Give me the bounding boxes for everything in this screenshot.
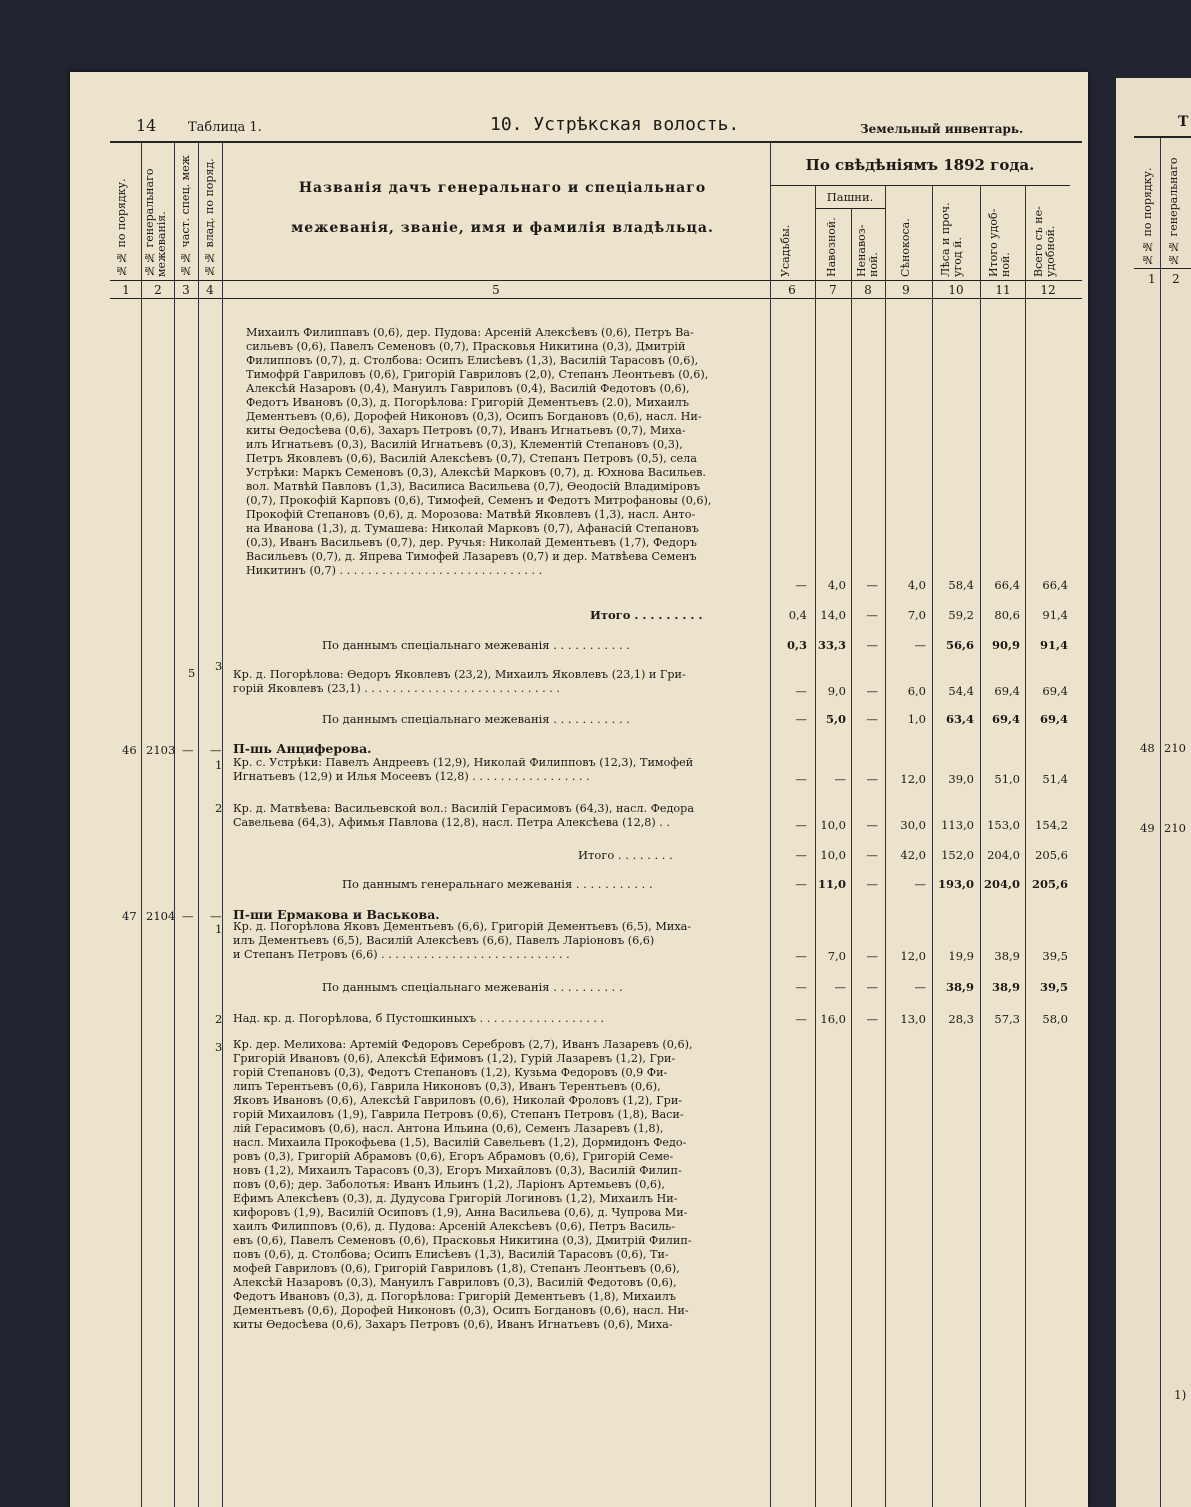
col11-header: Итого удоб- ной. <box>987 208 1012 277</box>
col-number: 6 <box>788 283 796 297</box>
area-value: 4,0 <box>827 578 846 592</box>
entry-text-line: илъ Дементьевъ (6,5), Василій Алексѣевъ (6,6), Павелъ Ларіоновъ (6,6) <box>233 934 655 947</box>
area-value: 113,0 <box>941 818 974 832</box>
next-row-49-gen: 210 <box>1164 821 1186 835</box>
next-col2-header: №№ генеральнаго <box>1167 157 1180 266</box>
area-value: — <box>795 1012 807 1026</box>
entry-text-line: повъ (0,6); дер. Заболотья: Иванъ Ильинъ (1,2), Ларіонъ Артемьевъ (0,6), <box>233 1178 665 1191</box>
col6-header: Усадьбы. <box>779 224 792 277</box>
entry-text-line: мофей Гавриловъ (0,6), Григорій Гавриловъ (1,8), Степанъ Леонтьевъ (0,6), <box>233 1262 680 1275</box>
col2-header: №№ генеральнаго межеванія. <box>143 168 168 277</box>
next-col-number: 2 <box>1172 272 1180 286</box>
area-value: 7,0 <box>827 949 846 963</box>
area-value: — <box>866 877 878 891</box>
entry-text-line: горій Яковлевъ (23,1) . . . . . . . . . . . . . . . . . . . . . . . . . . . . <box>233 682 560 695</box>
area-value: — <box>795 818 807 832</box>
area-value: — <box>866 949 878 963</box>
entry-text-line: (0,7), Прокофій Карповъ (0,6), Тимофей, Семенъ и Федотъ Митрофановы (0,6), <box>246 494 712 507</box>
area-value: 4,0 <box>907 578 926 592</box>
area-value: — <box>866 772 878 786</box>
area-value: — <box>914 877 926 891</box>
next-top-rule <box>1134 136 1191 138</box>
entry-text-line: Григорій Ивановъ (0,6), Алексѣй Ефимовъ (1,2), Гурій Лазаревъ (1,2), Гри- <box>233 1052 676 1065</box>
col-line <box>222 142 223 1507</box>
area-value: 39,0 <box>948 772 974 786</box>
col5-header-line1: Названія дачъ генеральнаго и спеціальнаго <box>298 180 707 196</box>
area-value: 42,0 <box>900 848 926 862</box>
owner-number: — <box>210 743 222 757</box>
area-value: 90,9 <box>991 638 1020 652</box>
area-value: — <box>866 578 878 592</box>
area-value: — <box>795 772 807 786</box>
area-value: 0,4 <box>788 608 807 622</box>
area-value: 152,0 <box>941 848 974 862</box>
next-row-48: 48 <box>1140 741 1155 755</box>
area-value: — <box>914 638 926 652</box>
area-value: 16,0 <box>820 1012 846 1026</box>
entry-text-line: илъ Игнатьевъ (0,3), Василій Игнатьевъ (0,3), Клементій Степановъ (0,3), <box>246 438 683 451</box>
group-header: По свѣдѣніямъ 1892 года. <box>805 156 1035 174</box>
entry-text-line: и Степанъ Петровъ (6,6) . . . . . . . . . . . . . . . . . . . . . . . . . . . <box>233 948 570 961</box>
entry-text-line: киты Ѳедосѣева (0,6), Захаръ Петровъ (0,6), Иванъ Игнатьевъ (0,6), Миха- <box>233 1318 673 1331</box>
next-page-fragment <box>1116 78 1191 1507</box>
entry-text-line: Михаилъ Филиппавъ (0,6), дер. Пудова: Арсеній Алексѣевъ (0,6), Петръ Ва- <box>246 326 694 339</box>
total-label: Итого . . . . . . . . <box>578 848 673 862</box>
area-value: — <box>866 848 878 862</box>
col-line <box>885 185 886 1507</box>
next-row-48-gen: 210 <box>1164 741 1186 755</box>
entry-text-line: киты Ѳедосѣева (0,6), Захаръ Петровъ (0,7), Иванъ Игнатьевъ (0,7), Миха- <box>246 424 686 437</box>
next-row-49: 49 <box>1140 821 1155 835</box>
owner-number: 2 <box>215 1012 223 1026</box>
area-value: 28,3 <box>948 1012 974 1026</box>
entry-text-line: Кр. с. Устрѣки: Павелъ Андреевъ (12,9), Николай Филипповъ (12,3), Тимофей <box>233 756 694 769</box>
col-line <box>174 142 175 1507</box>
total-label: Итого . . . . . . . . . <box>590 608 703 622</box>
owner-number: 3 <box>215 659 223 673</box>
col-line <box>1025 185 1026 1507</box>
special-survey-label: По даннымъ спеціальнаго межеванія . . . . . . . . . . . <box>322 712 630 726</box>
area-value: 12,0 <box>900 772 926 786</box>
owner-number: 1 <box>215 758 223 772</box>
area-value: 153,0 <box>987 818 1020 832</box>
entry-text-line: Яковъ Ивановъ (0,6), Алексѣй Гавриловъ (0,6), Николай Фроловъ (1,2), Гри- <box>233 1094 683 1107</box>
entry-text-line: хаилъ Филипповъ (0,6), д. Пудова: Арсеній Алексѣевъ (0,6), Петръ Василь- <box>233 1220 676 1233</box>
entry-text-line: Алексѣй Назаровъ (0,4), Мануилъ Гавриловъ (0,4), Василій Федотовъ (0,6), <box>246 382 690 395</box>
area-value: — <box>866 1012 878 1026</box>
col12-header: Всего съ не- удобной. <box>1032 206 1057 277</box>
top-rule <box>110 141 1082 143</box>
area-value: 66,4 <box>1042 578 1068 592</box>
col4-header: №№ влад. по поряд. <box>203 158 216 277</box>
entry-text-line: новъ (1,2), Михаилъ Тарасовъ (0,3), Егоръ Михайловъ (0,3), Василій Филип- <box>233 1164 682 1177</box>
area-value: 13,0 <box>900 1012 926 1026</box>
entry-text-line: повъ (0,6), д. Столбова; Осипъ Елисѣевъ (1,3), Василій Тарасовъ (0,6), Ти- <box>233 1248 669 1261</box>
col5-header-line2: межеванія, званіе, имя и фамилія владѣльца. <box>291 220 714 236</box>
entry-text-line: Прокофій Степановъ (0,6), д. Морозова: Матвѣй Яковлевъ (1,3), насл. Анто- <box>246 508 696 521</box>
entry-text-line: горій Михаиловъ (1,9), Гаврила Петровъ (0,6), Степанъ Петровъ (1,8), Васи- <box>233 1108 684 1121</box>
col9-header: Сѣнокоса. <box>899 218 912 277</box>
area-value: 154,2 <box>1035 818 1068 832</box>
part-number: 5 <box>188 666 196 680</box>
area-value: 51,0 <box>994 772 1020 786</box>
area-value: 80,6 <box>994 608 1020 622</box>
estate-heading: П-ши Ермакова и Васькова. <box>233 907 440 922</box>
area-value: — <box>795 684 807 698</box>
table-label: Таблица 1. <box>188 120 262 135</box>
entry-text-line: Кр. дер. Мелихова: Артемій Федоровъ Серебровъ (2,7), Иванъ Лазаревъ (0,6), <box>233 1038 693 1051</box>
area-value: 39,5 <box>1042 949 1068 963</box>
col-line <box>141 142 142 1507</box>
area-value: 11,0 <box>817 877 846 891</box>
col8-header: Ненавоз- ной. <box>855 224 880 277</box>
part-number: — <box>182 743 194 757</box>
area-value: 205,6 <box>1031 877 1068 891</box>
area-value: 204,0 <box>983 877 1020 891</box>
row-number: 46 <box>122 743 137 757</box>
area-value: 58,0 <box>1042 1012 1068 1026</box>
col-line <box>815 185 816 1507</box>
pashni-rule <box>815 208 885 209</box>
entry-text-line: Никитинъ (0,7) . . . . . . . . . . . . . . . . . . . . . . . . . . . . . <box>246 564 543 577</box>
entry-text-line: Ефимъ Алексѣевъ (0,3), д. Дудусова Григорій Логиновъ (1,2), Михаилъ Ни- <box>233 1192 678 1205</box>
col-line <box>932 185 933 1507</box>
area-value: — <box>795 712 807 726</box>
area-value: — <box>795 949 807 963</box>
area-value: — <box>866 980 878 994</box>
area-value: 10,0 <box>820 848 846 862</box>
part-number: — <box>182 909 194 923</box>
area-value: 63,4 <box>945 712 974 726</box>
area-value: 10,0 <box>820 818 846 832</box>
next-footnote: 1) <box>1174 1388 1187 1402</box>
col7-header: Навозной. <box>825 217 838 277</box>
area-value: 38,9 <box>991 980 1020 994</box>
area-value: 57,3 <box>994 1012 1020 1026</box>
entry-text-line: Кр. д. Матвѣева: Васильевской вол.: Василій Герасимовъ (64,3), насл. Федора <box>233 802 694 815</box>
area-value: 7,0 <box>907 608 926 622</box>
general-survey-number: 2103 <box>146 743 176 757</box>
area-value: 51,4 <box>1042 772 1068 786</box>
general-survey-number: 2104 <box>146 909 176 923</box>
owner-number: 2 <box>215 801 223 815</box>
special-survey-label: По даннымъ спеціальнаго межеванія . . . . . . . . . . <box>322 980 623 994</box>
area-value: — <box>866 684 878 698</box>
area-value: 6,0 <box>907 684 926 698</box>
entry-text-line: вол. Матвѣй Павловъ (1,3), Василиса Васильева (0,7), Ѳеодосій Владиміровъ <box>246 480 701 493</box>
entry-text-line: кифоровъ (1,9), Василій Осиповъ (1,9), Анна Васильева (0,6), д. Чупрова Ми- <box>233 1206 688 1219</box>
owner-number: — <box>210 909 222 923</box>
area-value: 38,9 <box>945 980 974 994</box>
estate-heading: П-шь Анциферова. <box>233 741 372 756</box>
entry-text-line: насл. Михаила Прокофьева (1,5), Василій Савельевъ (1,2), Дормидонъ Федо- <box>233 1136 687 1149</box>
col-number: 10 <box>948 283 964 297</box>
entry-text-line: липъ Терентьевъ (0,6), Гаврила Никоновъ (0,3), Иванъ Терентьевъ (0,6), <box>233 1080 661 1093</box>
next-page-header-fragment: Т <box>1178 114 1189 130</box>
area-value: 69,4 <box>994 684 1020 698</box>
col-number: 1 <box>122 283 130 297</box>
area-value: — <box>795 980 807 994</box>
area-value: 69,4 <box>1039 712 1068 726</box>
entry-text-line: Петръ Яковлевъ (0,6), Василій Алексѣевъ (0,7), Степанъ Петровъ (0,5), села <box>246 452 697 465</box>
col-number: 11 <box>995 283 1011 297</box>
area-value: 205,6 <box>1035 848 1068 862</box>
area-value: — <box>795 578 807 592</box>
entry-text-line: (0,3), Иванъ Васильевъ (0,7), дер. Ручья: Николай Дементьевъ (1,7), Федоръ <box>246 536 697 549</box>
area-value: 58,4 <box>948 578 974 592</box>
area-value: 66,4 <box>994 578 1020 592</box>
entry-text-line: Алексѣй Назаровъ (0,3), Мануилъ Гавриловъ (0,3), Василій Федотовъ (0,6), <box>233 1276 677 1289</box>
entry-text-line: горій Степановъ (0,3), Федотъ Степановъ (1,2), Кузьма Федоровъ (0,9 Фи- <box>233 1066 668 1079</box>
area-value: 33,3 <box>817 638 846 652</box>
area-value: — <box>834 980 846 994</box>
area-value: 9,0 <box>827 684 846 698</box>
col-number: 7 <box>829 283 837 297</box>
next-col-line <box>1160 138 1161 1507</box>
entry-text-line: Кр. д. Погорѣлова: Ѳедоръ Яковлевъ (23,2), Михаилъ Яковлевъ (23,1) и Гри- <box>233 668 686 681</box>
entry-text-line: Филипповъ (0,7), д. Столбова: Осипъ Елисѣевъ (1,3), Василій Тарасовъ (0,6), <box>246 354 699 367</box>
area-value: 30,0 <box>900 818 926 832</box>
owner-number: 1 <box>215 922 223 936</box>
entry-text-line: на Иванова (1,3), д. Тумашева: Николай Марковъ (0,7), Афанасій Степановъ <box>246 522 699 535</box>
area-value: 91,4 <box>1042 608 1068 622</box>
row-number: 47 <box>122 909 137 923</box>
area-value: 19,9 <box>948 949 974 963</box>
col-number: 9 <box>902 283 910 297</box>
area-value: 38,9 <box>994 949 1020 963</box>
col-number: 2 <box>154 283 162 297</box>
col1-header: №№ по порядку. <box>115 178 128 277</box>
entry-text-line: Устрѣки: Маркъ Семеновъ (0,3), Алексѣй Марковъ (0,7), д. Юхнова Васильев. <box>246 466 706 479</box>
header-rule <box>110 280 1082 281</box>
numbers-rule <box>110 298 1082 299</box>
area-value: 56,6 <box>945 638 974 652</box>
area-value: 39,5 <box>1039 980 1068 994</box>
area-value: 193,0 <box>937 877 974 891</box>
area-value: — <box>866 638 878 652</box>
entry-text-line: Савельева (64,3), Афимья Павлова (12,8), насл. Петра Алексѣева (12,8) . . <box>233 816 670 829</box>
area-value: 1,0 <box>907 712 926 726</box>
entry-text-line: Васильевъ (0,7), д. Япрева Тимофей Лазаревъ (0,7) и дер. Матвѣева Семенъ <box>246 550 697 563</box>
book-page <box>70 72 1088 1507</box>
entry-text-line: Федотъ Ивановъ (0,3), д. Погорѣлова: Григорій Дементьевъ (2.0), Михаилъ <box>246 396 689 409</box>
col-number: 8 <box>864 283 872 297</box>
col-number: 12 <box>1040 283 1056 297</box>
area-value: — <box>866 712 878 726</box>
entry-text-line: ровъ (0,3), Григорій Абрамовъ (0,6), Егоръ Абрамовъ (0,6), Григорій Семе- <box>233 1150 674 1163</box>
next-header-rule <box>1134 268 1191 269</box>
area-value: — <box>914 980 926 994</box>
general-survey-label: По даннымъ генеральнаго межеванія . . . . . . . . . . . <box>342 877 653 891</box>
area-value: 91,4 <box>1039 638 1068 652</box>
page-header <box>70 114 1088 142</box>
col-number: 3 <box>182 283 190 297</box>
area-value: — <box>834 772 846 786</box>
entry-text-line: сильевъ (0,6), Павелъ Семеновъ (0,7), Прасковья Никитина (0,3), Дмитрій <box>246 340 686 353</box>
area-value: 204,0 <box>987 848 1020 862</box>
entry-text-line: Тимофрй Гавриловъ (0,6), Григорій Гавриловъ (2,0), Степанъ Леонтьевъ (0,6), <box>246 368 709 381</box>
page-title: 10. Устрѣкская волость. <box>490 114 740 135</box>
entry-text-line: Игнатьевъ (12,9) и Илья Мосеевъ (12,8) . . . . . . . . . . . . . . . . . <box>233 770 590 783</box>
area-value: 69,4 <box>991 712 1020 726</box>
entry-text-line: Кр. д. Погорѣлова Яковъ Дементьевъ (6,6), Григорій Дементьевъ (6,5), Миха- <box>233 920 692 933</box>
col-number: 5 <box>492 283 500 297</box>
entry-text-line: лій Герасимовъ (0,6), насл. Антона Ильина (0,6), Семенъ Лазаревъ (1,8), <box>233 1122 664 1135</box>
col-line <box>198 142 199 1507</box>
area-value: 0,3 <box>786 638 807 652</box>
area-value: — <box>866 608 878 622</box>
area-value: 12,0 <box>900 949 926 963</box>
next-col-number: 1 <box>1148 272 1156 286</box>
page-number: 14 <box>136 116 157 135</box>
area-value: 69,4 <box>1042 684 1068 698</box>
entry-text-line: Дементьевъ (0,6), Дорофей Никоновъ (0,3), Осипъ Богдановъ (0,6), насл. Ни- <box>233 1304 689 1317</box>
entry-text-line: Федотъ Ивановъ (0,3), д. Погорѣлова: Григорій Дементьевъ (1,8), Михаилъ <box>233 1290 676 1303</box>
entry-text-line: евъ (0,6), Павелъ Семеновъ (0,6), Прасковья Никитина (0,3), Дмитрій Филип- <box>233 1234 692 1247</box>
area-value: 14,0 <box>820 608 846 622</box>
area-value: 59,2 <box>948 608 974 622</box>
entry-text-line: Дементьевъ (0,6), Дорофей Никоновъ (0,3), Осипъ Богдановъ (0,6), насл. Ни- <box>246 410 702 423</box>
col10-header: Лѣса и проч. угод й. <box>939 202 964 277</box>
section-label: Земельный инвентарь. <box>860 122 1024 136</box>
area-value: — <box>795 848 807 862</box>
area-value: — <box>795 877 807 891</box>
area-value: 5,0 <box>825 712 846 726</box>
pashni-header: Пашни. <box>826 190 874 204</box>
col3-header: №№ част. спец. меж <box>179 155 192 277</box>
owner-number: 3 <box>215 1040 223 1054</box>
col-number: 4 <box>206 283 214 297</box>
col-line <box>980 185 981 1507</box>
area-value: 54,4 <box>948 684 974 698</box>
area-value: — <box>866 818 878 832</box>
special-survey-label: По даннымъ спеціальнаго межеванія . . . . . . . . . . . <box>322 638 630 652</box>
entry-text-line: Над. кр. д. Погорѣлова, б Пустошкиныхъ . . . . . . . . . . . . . . . . . . <box>233 1012 605 1025</box>
next-col1-header: №№ по порядку. <box>1141 167 1154 266</box>
